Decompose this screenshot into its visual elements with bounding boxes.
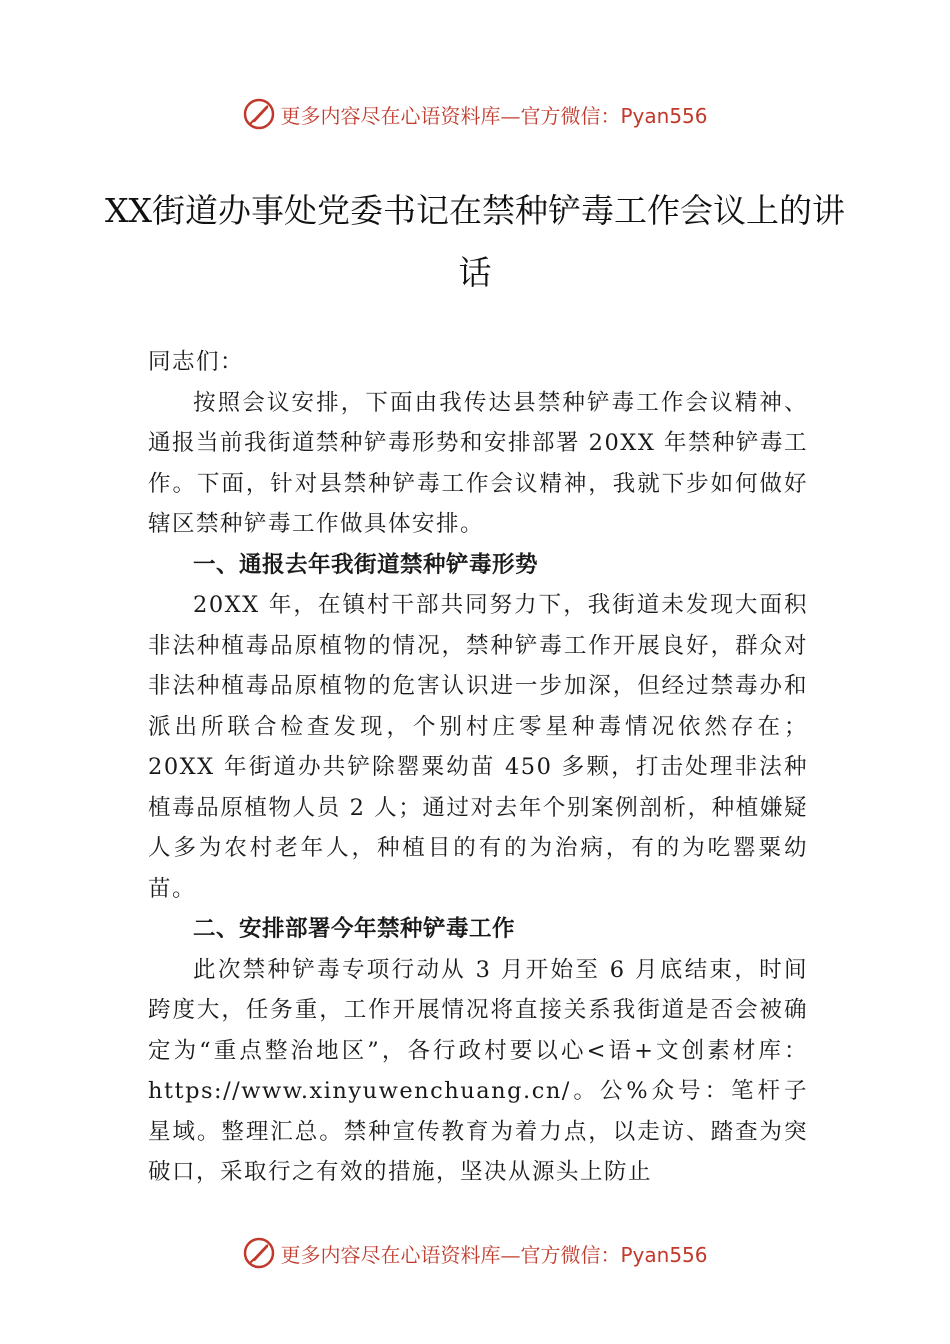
document-title: XX街道办事处党委书记在禁种铲毒工作会议上的讲话 [105,191,845,292]
watermark-handle: Pyan556 [620,1242,708,1267]
watermark-banner-bottom [0,1233,950,1273]
feather-pen-logo-icon [242,97,276,131]
section-1-paragraph: 20XX 年，在镇村干部共同努力下，我街道未发现大面积非法种植毒品原植物的情况，禁种铲毒工作开展良好，群众对非法种植毒品原植物的危害认识进一步加深，但经过禁毒办和派出所联合检查发现，个别村庄零星种毒情况依然存在；20XX 年街道办共铲除罂粟幼苗 450 多颗，打击处理非法种植毒品原植物人员 2 人；通过对去年个别案例剖析，种植嫌疑人多为农村老年人，种植目的有的为治病，有的为吃罂粟幼苗。 [148,592,808,902]
section-1-heading: 一、通报去年我街道禁种铲毒形势 [193,551,539,578]
watermark-text: 更多内容尽在心语资料库—官方微信：Pyan556 [280,1242,708,1267]
section-2-paragraph: 此次禁种铲毒专项行动从 3 月开始至 6 月底结束，时间跨度大，任务重，工作开展情况将直接关系我街道是否会被确定为“重点整治地区”，各行政村要以心<语+文创素材库：https://www.xinyuwenchuang.cn/。公%众号：笔杆子星域。整理汇总。禁种宣传教育为着力点，以走访、踏查为突破口，采取行之有效的措施，坚决从源头上防止 [148,956,808,1185]
watermark-banner-top [0,94,950,134]
section-2-heading: 二、安排部署今年禁种铲毒工作 [193,916,516,942]
watermark-text: 更多内容尽在心语资料库—官方微信：Pyan556 [280,103,708,128]
watermark-handle: Pyan556 [620,103,708,128]
salutation: 同志们： [148,349,245,375]
feather-pen-logo-icon [242,1236,276,1270]
document-body [148,342,808,1193]
intro-paragraph: 按照会议安排，下面由我传达县禁种铲毒工作会议精神、通报当前我街道禁种铲毒形势和安排部署 20XX 年禁种铲毒工作。下面，针对县禁种铲毒工作会议精神，我就下步如何做好辖区禁种铲毒工作做具体安排。 [148,389,808,537]
